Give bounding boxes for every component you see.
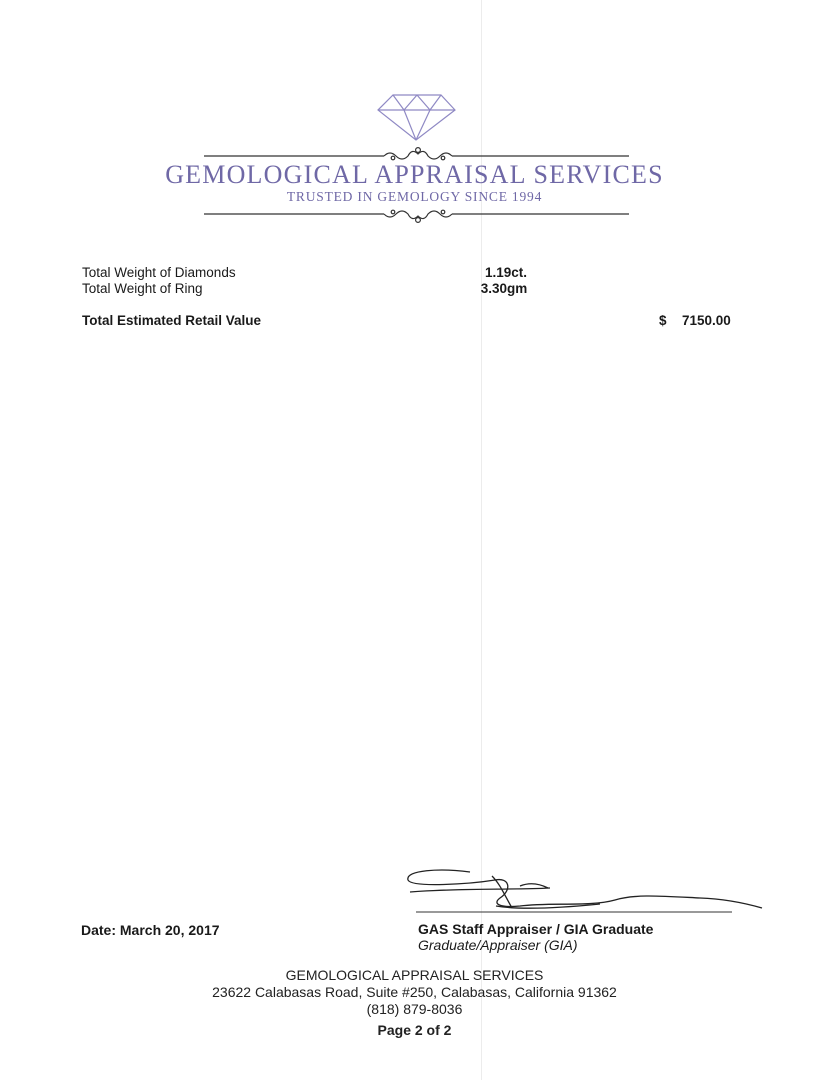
footer-address: 23622 Calabasas Road, Suite #250, Calabasas, California 91362 xyxy=(212,984,617,1000)
currency-symbol: $ xyxy=(659,313,667,328)
appraiser-title: GAS Staff Appraiser / GIA Graduate xyxy=(418,921,654,937)
diamond-weight-label: Total Weight of Diamonds xyxy=(82,265,236,280)
appraisal-date: Date: March 20, 2017 xyxy=(81,922,220,938)
footer-company: GEMOLOGICAL APPRAISAL SERVICES xyxy=(285,967,544,983)
diamond-weight-value: 1.19ct. xyxy=(484,265,528,280)
company-name: GEMOLOGICAL APPRAISAL SERVICES xyxy=(165,160,664,189)
footer-phone: (818) 879-8036 xyxy=(366,1001,463,1017)
page-number: Page 2 of 2 xyxy=(377,1022,452,1038)
company-logo xyxy=(0,0,829,240)
ring-weight-label: Total Weight of Ring xyxy=(82,281,203,296)
total-value-amount: 7150.00 xyxy=(682,313,731,328)
appraiser-signature xyxy=(400,862,770,923)
company-tagline: TRUSTED IN GEMOLOGY SINCE 1994 xyxy=(286,189,543,204)
appraiser-credential: Graduate/Appraiser (GIA) xyxy=(418,937,578,953)
total-value-label: Total Estimated Retail Value xyxy=(82,313,262,328)
ring-weight-value: 3.30gm xyxy=(480,281,528,296)
